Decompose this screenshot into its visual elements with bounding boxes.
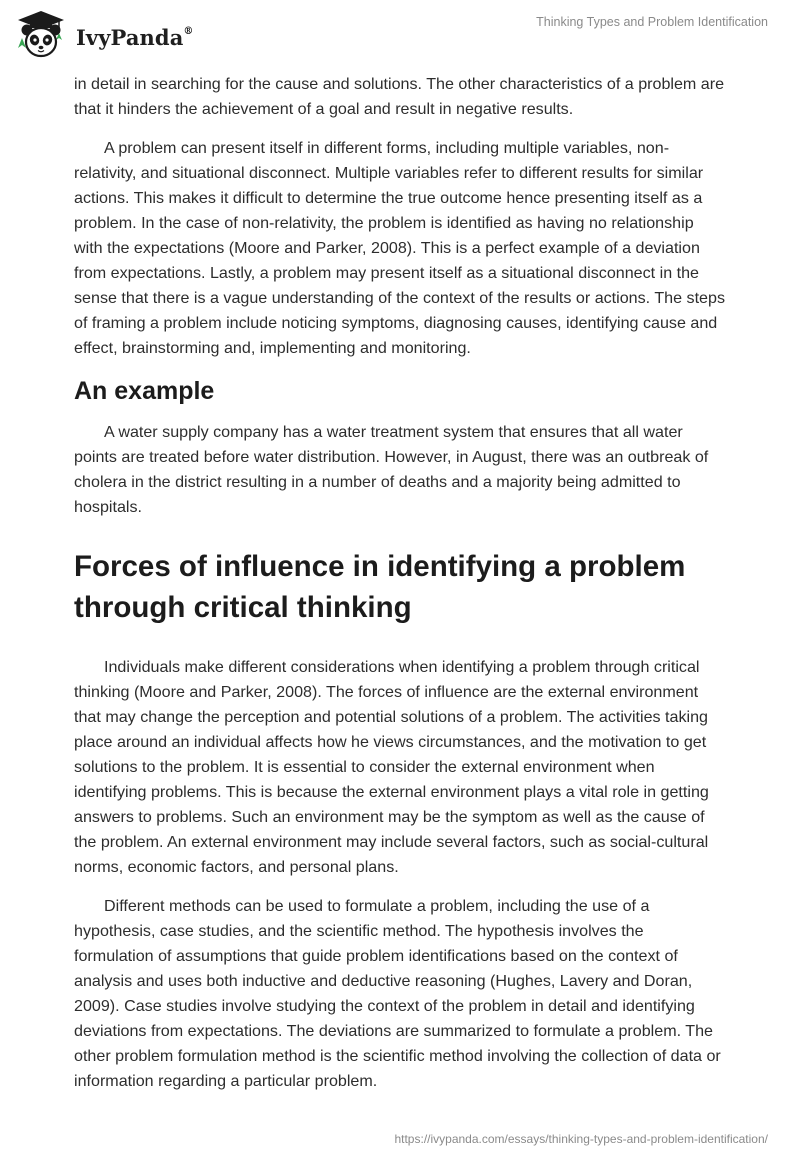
heading-forces-of-influence: Forces of influence in identifying a problem through critical thinking xyxy=(74,550,686,624)
registered-mark: ® xyxy=(183,25,194,37)
page-header xyxy=(0,0,800,70)
paragraph-methods: Different methods can be used to formulate a problem, including the use of a hypothesis, case studies, and the scientific method. The hypothesis involves the formulation of assumptions that guide problem identifications based on the context of analysis and uses both inductive and deductive reasoning (Hughes, Lavery and Doran, 2009). Case studies involve studying the context of the problem in detail and identifying deviations from expectations. The deviations are summarized to formulate a problem. The other problem formulation method is the scientific method involving the collection of data or information regarding a particular problem. xyxy=(74,897,721,1090)
brand-name-text: IvyPanda xyxy=(76,24,184,50)
paragraph-example: A water supply company has a water treatment system that ensures that all water points are treated before water distribution. However, in August, there was an outbreak of cholera in the district resulting in a number of deaths and a majority being admitted to hospitals. xyxy=(74,423,709,516)
document-title: Thinking Types and Problem Identification xyxy=(536,15,768,29)
paragraph-problem-forms: A problem can present itself in different forms, including multiple variables, non-relativity, and situational disconnect. Multiple variables refer to different results for similar actions. This makes it difficult to determine the true outcome hence presenting itself as a problem. In the case of non-relativity, the problem is identified as having no relationship with the expectations (Moore and Parker, 2008). This is a perfect example of a deviation from expectations. Lastly, a problem may present itself as a situational disconnect in the sense that there is a vague understanding of the context of the results or actions. The steps of framing a problem include noticing symptoms, diagnosing causes, identifying cause and effect, brainstorming and, implementing and monitoring. xyxy=(74,139,726,357)
panda-graduate-logo-icon xyxy=(14,8,68,62)
brand-name xyxy=(76,25,194,50)
article-body xyxy=(74,72,726,1108)
paragraph-continuation: in detail in searching for the cause and solutions. The other characteristics of a problem are that it hinders the achievement of a goal and result in negative results. xyxy=(74,75,725,118)
brand-logo[interactable] xyxy=(14,8,194,62)
heading-an-example: An example xyxy=(74,377,215,405)
paragraph-forces: Individuals make different considerations when identifying a problem through critical thinking (Moore and Parker, 2008). The forces of influence are the external environment that may change the perception and potential solutions of a problem. The activities taking place around an individual affects how he views circumstances, and the motivation to get solutions to the problem. It is essential to consider the external environment when identifying problems. This is because the external environment plays a vital role in getting answers to problems. Such an environment may be the symptom as well as the cause of the problem. An external environment may include several factors, such as social-cultural norms, economic factors, and personal plans. xyxy=(74,658,709,876)
source-url[interactable]: https://ivypanda.com/essays/thinking-types-and-problem-identification/ xyxy=(394,1132,768,1146)
